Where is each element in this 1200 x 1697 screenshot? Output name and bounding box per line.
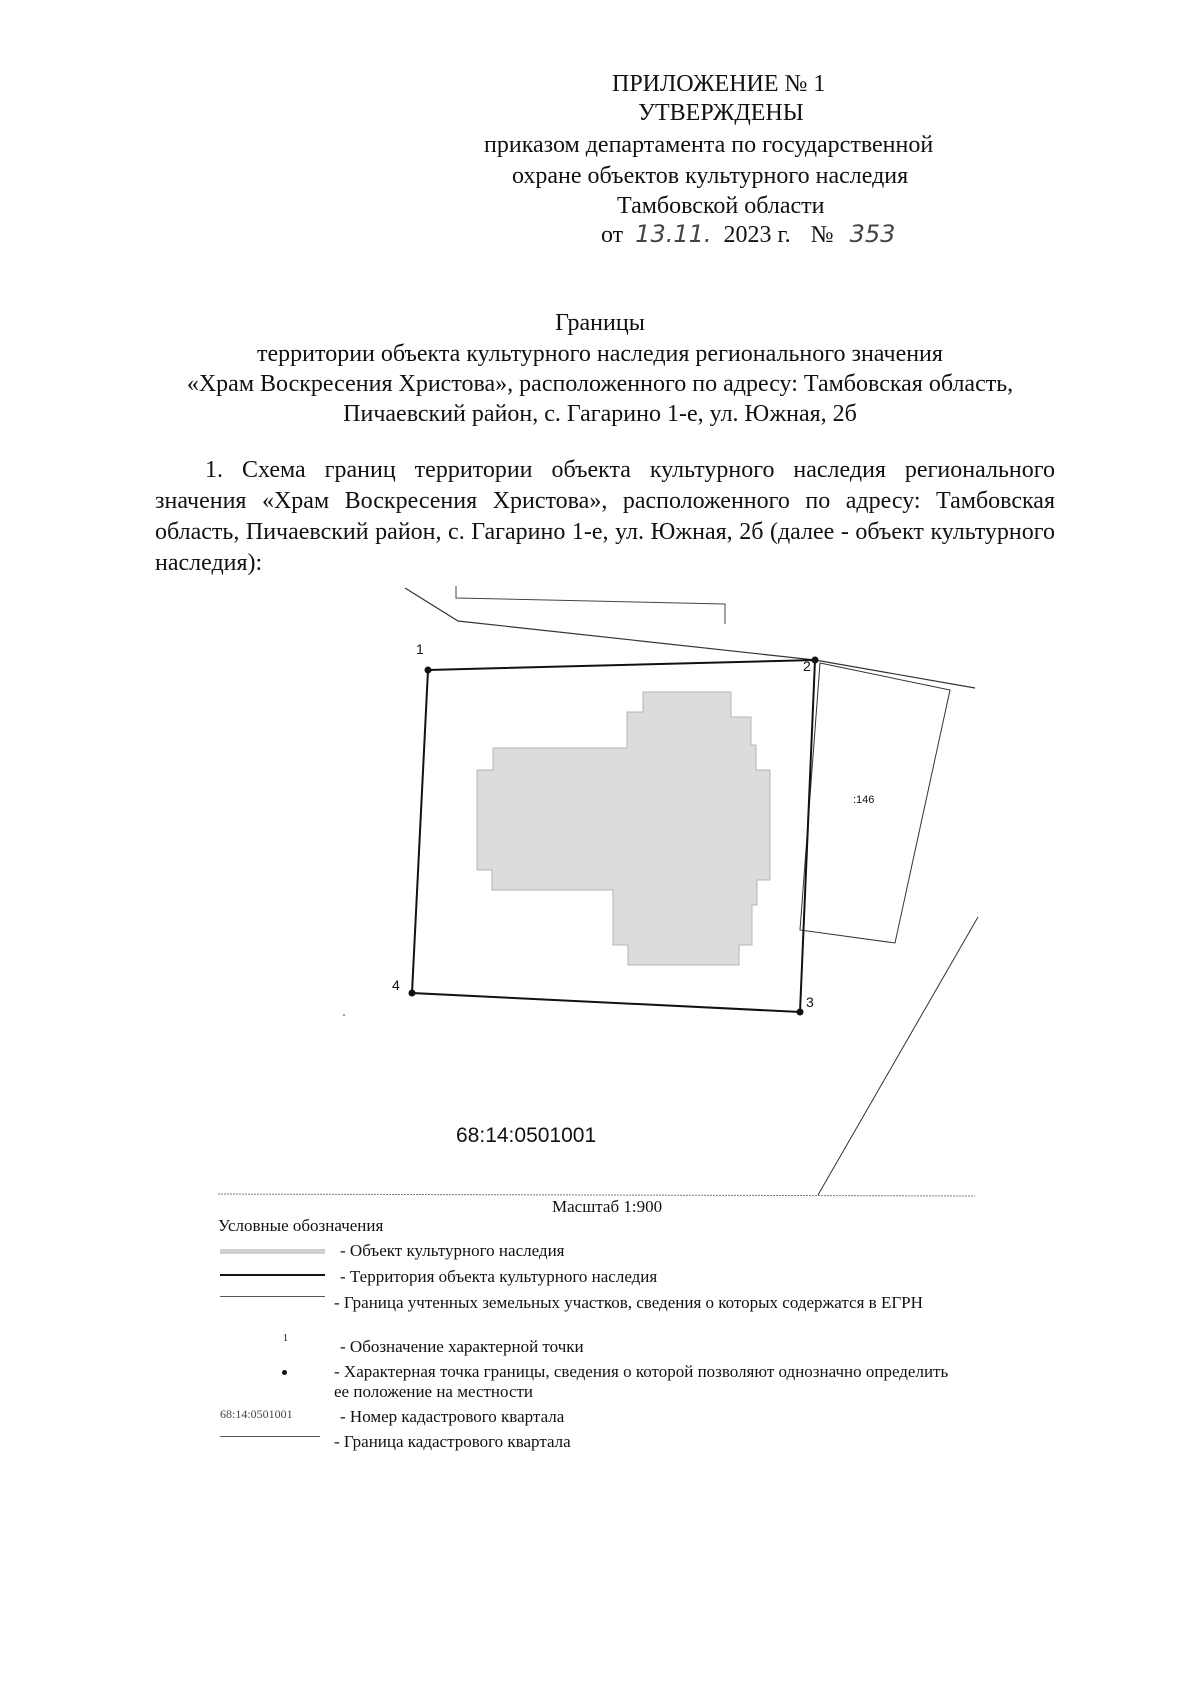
title-line-3: «Храм Воскресения Христова», расположенного по адресу: Тамбовская область, [186, 371, 1014, 397]
legend-item-quarter-number: - Номер кадастрового квартала [340, 1407, 565, 1426]
legend-quarter-number-symbol: 68:14:0501001 [220, 1407, 293, 1421]
order-line-3: Тамбовской области [617, 193, 825, 219]
order-line-2: охране объектов культурного наследия [512, 163, 909, 189]
parcel-146-label: :146 [853, 794, 875, 806]
legend-quarter-boundary-symbol [220, 1436, 320, 1437]
point-label-3: 3 [806, 994, 814, 1010]
point-label-2: 2 [803, 658, 811, 674]
handwritten-date: 13.11. [635, 220, 712, 248]
legend-item-parcels: - Граница учтенных земельных участков, сведения о которых содержатся в ЕГРН [334, 1293, 923, 1312]
legend-item-quarter-boundary: - Граница кадастрового квартала [334, 1432, 571, 1451]
scheme-paragraph: 1. Схема границ территории объекта культурного наследия регионального значения «Храм Воскресения Христова», расположенного по адресу: Тамбовская область, Пичаевский район, с. Гагарино 1-е, ул. Южная, 2б (далее - объект культурного наследия): [155, 457, 1055, 576]
title-line-2: территории объекта культурного наследия регионального значения [257, 341, 943, 367]
year: 2023 г. [723, 222, 791, 248]
legend-parcel-symbol [220, 1296, 325, 1297]
date-prefix: от [601, 222, 624, 248]
title-line-4: Пичаевский район, с. Гагарино 1-е, ул. Южная, 2б [343, 401, 857, 427]
number-sign: № [810, 222, 834, 248]
legend-item-heritage: - Объект культурного наследия [340, 1241, 565, 1260]
approved-label: УТВЕРЖДЕНЫ [638, 100, 804, 126]
legend-territory-symbol [220, 1274, 325, 1276]
appendix-number: ПРИЛОЖЕНИЕ № 1 [612, 71, 826, 97]
legend-item-point-label: - Обозначение характерной точки [340, 1337, 584, 1356]
map-scale: Масштаб 1:900 [552, 1197, 663, 1216]
cadastral-quarter-label: 68:14:0501001 [456, 1124, 597, 1147]
title-line-1: Границы [555, 310, 645, 336]
legend-point-symbol [282, 1370, 287, 1375]
legend-point-label-symbol: 1 [283, 1333, 288, 1344]
legend-title: Условные обозначения [218, 1216, 384, 1235]
point-label-4: 4 [392, 977, 400, 993]
order-line-1: приказом департамента по государственной [484, 132, 934, 158]
legend-item-characteristic-point: - Характерная точка границы, сведения о которой позволяют однозначно определить ее положение на местности [334, 1362, 949, 1401]
point-label-1: 1 [416, 641, 424, 657]
legend-item-territory: - Территория объекта культурного наследия [340, 1267, 658, 1286]
handwritten-number: 353 [849, 220, 896, 248]
legend-heritage-symbol [220, 1249, 325, 1254]
